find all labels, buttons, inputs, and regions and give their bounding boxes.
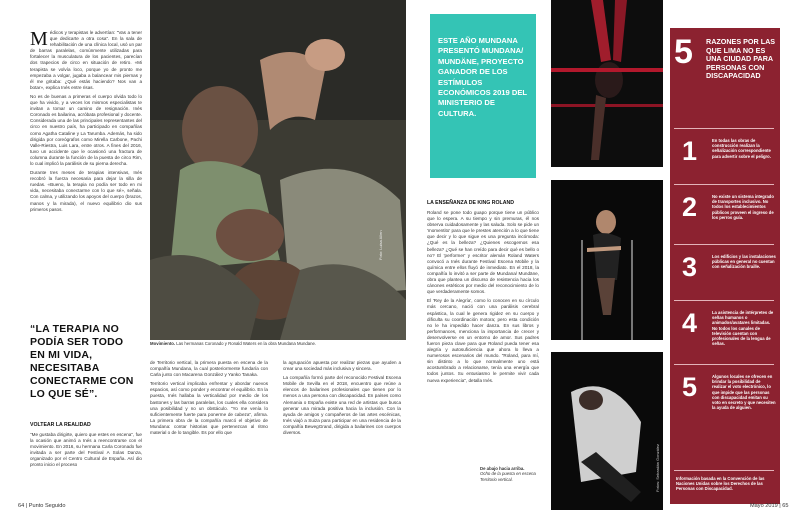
reason-item (674, 308, 778, 348)
performer-floor-illustration (551, 352, 663, 510)
body-paragraph: El 'Rey de la Alegría', como lo conocen en su círculo más cercano, nació con una parálisis cerebral espástica, la cual le genera rigidez en su cuerpo y dificulta su coordinación motora; pero esta condición no le ha impedido hacer danza. En sus libros y performances, menciona la importancia de crecer y desenvolverse en un entorno de amor. Sus padres fueron pieza clave para que Roland pueda tener esa alegría y autosuficiencia que ahora lo lleva a numerosos escenarios del mundo. "Roland, para mí, sin distinto a lo que normalmente uno está acostumbrado a relacionarse, tenía una energía que todos juntos. Su entusiasmo le permite vivir cada nueva experiencia", detalla Inés. (427, 298, 539, 383)
pull-quote: “LA TERAPIA NO PODÍA SER TODO EN MI VIDA, NECESITABA CONECTARME CON LO QUE SÉ”. (30, 323, 134, 400)
reason-item (674, 136, 778, 176)
drop-cap: M (30, 28, 48, 50)
photo-bottom (551, 352, 663, 510)
main-photo (150, 0, 406, 340)
reason-text: La asistencia de intérpretes de señas humanos o animados/avatares limitadas. No todos los canales de televisión cuentan con profesionales de la lengua de señas. (712, 310, 774, 347)
photo-caption (150, 341, 406, 346)
body-paragraph: de Territorio vertical, la primera puesta en escena de la compañía Mundana, la cual posteriormente fundaría con Carla junto con Macarena González y Yanko Tanaka. (150, 360, 268, 378)
body-paragraph: No es de buenas a primeras el cuerpo olvida todo lo que ha vivido, y a veces los mismos especialistas te invitan a tomar un camino de resignación. Inés Coronado es bailarina, acróbata profesional y docente. Considerada una de las principales representantes del circo en nuestro país, ha participado en compañías como Agatha Cataline y La Tarumba. Además, ha sido dirigida por coreógrafos como Mirella Carbone, Pachi Valle-Riestra, Luis Lara, entre otros. A fines del 2016, tuvo un accidente que le ocasionó una fractura de columna durante la función de la puesta de circo Rim, lo cual implicó la parálisis de su pierna derecha. (30, 93, 142, 166)
divider (674, 470, 774, 471)
body-paragraph: Durante tres meses de terapias intensivas, Inés recobró la fuerza necesaria para dejar la silla de ruedas. «Bueno, la terapia no podía ser todo en mi vida, necesitaba conectarme con lo que sé», señala. Con calma, y utilizando los apoyos del cuerpo (brazos, manos y la mirada), el nuevo equilibrio dio sus primeros pasos. (30, 170, 142, 212)
column-3 (283, 360, 401, 439)
reason-item (674, 252, 778, 292)
sidebar-big-number: 5 (674, 33, 693, 71)
page-number-right: Mayo 2019 | 65 (750, 503, 789, 509)
reason-text: En todas las obras de construcción realizan la señalización correspondiente para advertir sobre el peligro. (712, 138, 771, 159)
divider (674, 128, 774, 129)
intro-paragraph (30, 30, 142, 91)
photo-credit: Fotos: Sebastián González (655, 443, 660, 492)
performer-legs-illustration (551, 0, 663, 167)
section-subhead: VOLTEAR LA REALIDAD (30, 422, 91, 428)
caption-text: Ocho de la puesta en escena Territorio vertical. (480, 471, 536, 482)
reason-number: 3 (682, 252, 698, 282)
reason-number: 1 (682, 136, 698, 166)
body-paragraph: "Me gustaba dirigirte, quiero que estes en escena", fue la ocasión que animó a Inés a reencontrarse con el movimiento. En 2016, su hermana Carla Coronado fue invitada a ser parte del Festival A Solas Danza, organizado por el Centro Cultural de España. Así dio pronto inicio el proceso (30, 432, 142, 468)
performer-bars-illustration (551, 180, 663, 340)
voltear-section (30, 422, 142, 472)
reason-number: 4 (682, 308, 698, 338)
sidebar-title: RAZONES POR LAS QUE LIMA NO ES UNA CIUDAD PARA PERSONAS CON DISCAPACIDAD (706, 37, 776, 81)
divider (674, 364, 774, 365)
divider (674, 184, 774, 185)
reason-text: Los edificios y las instalaciones públicas en general no cuentan con señalización braille. (712, 254, 776, 270)
divider (674, 300, 774, 301)
sidebar-footer: Información basada en la Convención de las Naciones Unidas sobre los Derechos de las Personas con Discapacidad. (676, 476, 765, 492)
caption-text: Las hermanas Coronado y Ronald Waters en la obra Mundana Mundane. (176, 341, 317, 346)
body-paragraph: la agrupación apuesta por realizar piezas que ayuden a crear una sociedad más inclusiva y sincera. (283, 360, 401, 372)
reasons-sidebar (670, 28, 780, 504)
body-paragraph: Territorio vertical implicaba enfrentar y abordar nuevos espacios, así como ponder y encontrar el equilibrio. En la puesta, Inés hallaba la verticalidad por medio de los bastones y las barras paralelas, los cuales ella considera una posibilidad y no un obstáculo. "Yo me venía lo suficientemente fuerte para ponerme de cabeza", afirma. La primera obra de la compañía marcó el objetivo de Mundana: contar historias que pertenezcan al ritmo material o de lo tangible. Es por ello que (150, 381, 268, 436)
divider (674, 244, 774, 245)
caption-bold: De abajo hacia arriba. (480, 466, 525, 471)
photo-top (551, 0, 663, 167)
section-subhead: LA ENSEÑANZA DE KING ROLAND (427, 200, 514, 206)
body-paragraph: Roland se pone todo guapo porque tiene un público que lo espera. A su tiempo y sin premuras, él nos observa cuidadosamente y las saluda. Solo se pide un 'momentito' para que le prestes atención a lo que tiene que decir y lo que sigue es una pregunta incómoda: ¿Qué es la belleza? ¿Quienes escogemos esa belleza? ¿Qué se han creído para decir qué es bello o no? El 'performer' y escritor alemán Roland Waters convocó a Inés durante Festival Escena Mobile y la química entre ellos fluyó de inmediato. En el 2018, la compañía lo invitó a ser parte de Mundana/ Mundäne, obra que plantea un discurso de resistencia hacia los cánones estéticos por medio del reconocimiento de lo que verdaderamente somos. (427, 210, 539, 295)
photos-caption (480, 466, 540, 482)
photo-middle (551, 180, 663, 340)
king-roland-section (427, 200, 539, 387)
column-2 (150, 360, 268, 439)
photo-credit: Foto: Luisa Allen (378, 230, 383, 260)
page-number-left: 64 | Punto Seguido (18, 503, 66, 509)
caption-bold: Movimiento. (150, 341, 176, 346)
highlight-box (430, 14, 536, 178)
intro-column (30, 30, 142, 216)
reason-item (674, 372, 778, 432)
reason-number: 5 (682, 372, 698, 402)
performers-illustration (150, 0, 406, 340)
reason-item (674, 192, 778, 232)
highlight-text: ESTE AÑO MUNDANA PRESENTÓ MUNDANA/ MUNDÄNE, PROYECTO GANADOR DE LOS ESTÍMULOS ECONÓMICOS 2019 DEL MINISTERIO DE CULTURA. (438, 36, 527, 118)
intro-text: édicos y terapistas le advertían: "Vas a tener que dedicarte a otra cosa". En la sala de rehabilitación de una clínica local, usó un par de barras paralelas, comúnmente utilizadas para fortalecer la musculatura de los pacientes, parecían dos trapecios de circo en situación de retiro. «Mi terapista se volvía loco, porque yo de pronto me empezaba a volgar, jugaba a balancear mis piernas y él me gritaba: ¿Qué estás haciendo? Nos van a botar», explica Inés entre risas. (30, 30, 142, 90)
body-paragraph: La compañía formó parte del reconocido Festival Escena Mobile de Sevilla en el 2018, encuentro que reúne a elencos de bailarines profesionales que tienen por lo menos a una persona con discapacidad. En países como Alemania o España existe una red de artistas que busca generar una mirada positiva hacia la inclusión. Con la ayuda de amigos y compañeros de las artes escénicas, Inés viajó a Suiza para participar en una residencia de la compañía BewegGrand, dirigida a bailarines con cuerpos diversos. (283, 375, 401, 436)
reason-number: 2 (682, 192, 698, 222)
reason-text: No existe un sistema integrado de transportes inclusivo. No todos los establecimientos públicos proveen el ingreso de los perros guía. (712, 194, 774, 220)
reason-text: Algunos locales se ofrecen en brindar la posibilidad de realizar el voto electrónico, lo que impide que las personas con discapacidad emitan su voto en secreto y que necesiten la ayuda de alguien. (712, 374, 776, 411)
